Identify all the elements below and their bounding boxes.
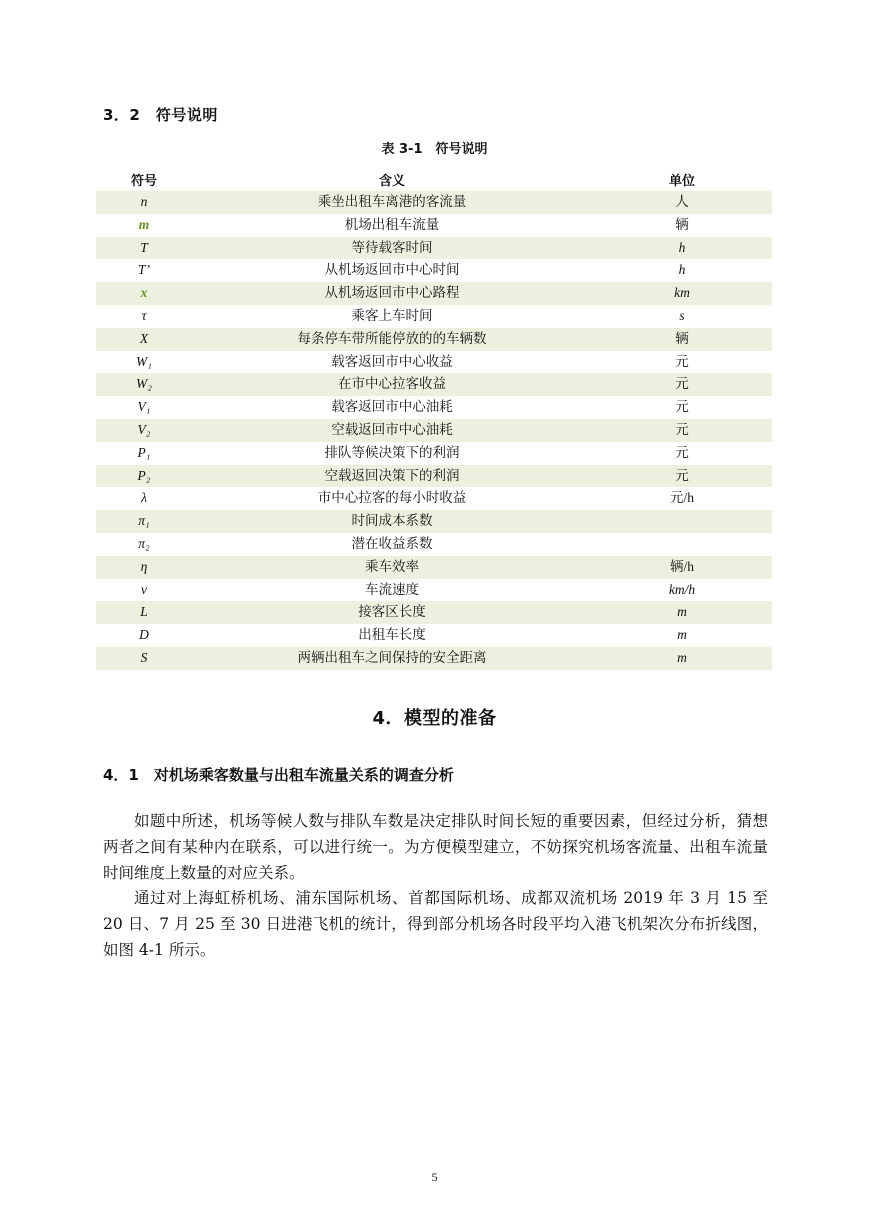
- symbol-cell: n: [96, 191, 192, 214]
- unit-cell: 辆: [592, 328, 772, 351]
- table-row: [96, 328, 772, 351]
- table-row: [96, 259, 772, 282]
- table-row: [96, 191, 772, 214]
- unit-cell: 元: [592, 373, 772, 396]
- symbol-cell: τ: [141, 307, 147, 323]
- unit-cell: 辆: [675, 216, 689, 232]
- symbol-cell: P₂: [96, 465, 192, 488]
- table-row: [96, 282, 772, 305]
- meaning-cell: 空载返回决策下的利润: [192, 465, 592, 488]
- unit-cell: m: [592, 647, 772, 670]
- meaning-cell: 市中心拉客的每小时收益: [317, 490, 467, 507]
- unit-cell: h: [678, 262, 686, 278]
- meaning-cell: 乘坐出租车离港的客流量: [192, 191, 592, 214]
- subsection-heading: 4．1 对机场乘客数量与出租车流量关系的调查分析: [103, 766, 454, 784]
- table-row: [96, 601, 772, 624]
- symbol-cell: x: [96, 282, 192, 305]
- symbol-cell: V₁: [137, 399, 151, 415]
- table-row: [96, 237, 772, 260]
- table-row: [96, 465, 772, 488]
- table-row: [96, 647, 772, 670]
- symbol-cell: v: [141, 581, 147, 597]
- table-row: [96, 419, 772, 442]
- meaning-cell: 时间成本系数: [192, 510, 592, 533]
- symbol-cell: π₁: [96, 510, 192, 533]
- meaning-cell: 潜在收益系数: [351, 535, 433, 552]
- header-symbol: 符号: [130, 174, 157, 189]
- symbol-table: [96, 168, 772, 670]
- symbol-cell: S: [96, 647, 192, 670]
- table-row: [96, 624, 772, 647]
- symbol-cell: T: [96, 237, 192, 260]
- unit-cell: 元/h: [669, 490, 694, 506]
- unit-cell: m: [592, 601, 772, 624]
- meaning-cell: 排队等候决策下的利润: [324, 444, 460, 461]
- symbol-cell: X: [96, 328, 192, 351]
- header-unit: 单位: [668, 174, 695, 189]
- body-paragraph: 通过对上海虹桥机场、浦东国际机场、首都国际机场、成都双流机场 2019 年 3 月 15 至 20 日、7 月 25 至 30 日进港飞机的统计，得到部分机场各时段平均入港飞机架次分布折线图，如图 4-1 所示。: [103, 889, 768, 959]
- table-row: [96, 533, 772, 556]
- table-row: [96, 556, 772, 579]
- unit-cell: 元: [675, 353, 689, 369]
- meaning-cell: 出租车长度: [358, 627, 426, 644]
- symbol-cell: T’: [137, 262, 150, 278]
- symbol-cell: W₁: [136, 353, 152, 369]
- unit-cell: 元: [592, 419, 772, 442]
- table-row: [96, 487, 772, 510]
- meaning-cell: 空载返回市中心油耗: [192, 419, 592, 442]
- unit-cell: 元: [675, 399, 689, 415]
- meaning-cell: 载客返回市中心油耗: [331, 399, 453, 416]
- symbol-cell: W₂: [96, 373, 192, 396]
- section-heading: 3．2 符号说明: [103, 106, 218, 124]
- unit-cell: 辆/h: [592, 556, 772, 579]
- unit-cell: [592, 533, 772, 556]
- table-row: [96, 214, 772, 237]
- unit-cell: 元: [675, 444, 689, 460]
- table-row: [96, 396, 772, 419]
- unit-cell: 人: [592, 191, 772, 214]
- header-meaning: 含义: [378, 174, 405, 189]
- symbol-cell: L: [96, 601, 192, 624]
- unit-cell: km: [592, 282, 772, 305]
- table-row: [96, 305, 772, 328]
- meaning-cell: 乘客上车时间: [351, 307, 433, 324]
- symbol-cell: D: [139, 627, 149, 643]
- meaning-cell: 机场出租车流量: [344, 216, 440, 233]
- table-row: [96, 373, 772, 396]
- symbol-cell: m: [138, 216, 150, 232]
- page-number: 5: [431, 1170, 438, 1184]
- unit-cell: 元: [592, 465, 772, 488]
- unit-cell: km/h: [668, 581, 696, 597]
- meaning-cell: 从机场返回市中心时间: [324, 262, 460, 279]
- unit-cell: h: [592, 237, 772, 260]
- meaning-cell: 乘车效率: [192, 556, 592, 579]
- table-row: [96, 510, 772, 533]
- symbol-cell: π₂: [138, 535, 150, 551]
- meaning-cell: 在市中心拉客收益: [192, 373, 592, 396]
- table-caption: 表 3-1 符号说明: [381, 142, 488, 157]
- symbol-cell: P₁: [137, 444, 151, 460]
- chapter-title: 4．模型的准备: [372, 708, 497, 729]
- meaning-cell: 两辆出租车之间保持的安全距离: [192, 647, 592, 670]
- body-paragraph: 如题中所述，机场等候人数与排队车数是决定排队时间长短的重要因素，但经过分析，猜想两者之间有某种内在联系，可以进行统一。为方便模型建立，不妨探究机场客流量、出租车流量时间维度上数量的对应关系。: [103, 812, 768, 882]
- unit-cell: [592, 510, 772, 533]
- symbol-cell: η: [96, 556, 192, 579]
- meaning-cell: 接客区长度: [192, 601, 592, 624]
- symbol-cell: V₂: [96, 419, 192, 442]
- unit-cell: s: [679, 307, 685, 323]
- meaning-cell: 车流速度: [365, 581, 419, 598]
- symbol-cell: λ: [141, 490, 147, 506]
- meaning-cell: 等待载客时间: [192, 237, 592, 260]
- table-row: [96, 442, 772, 465]
- table-row: [96, 579, 772, 602]
- meaning-cell: 每条停车带所能停放的的车辆数: [192, 328, 592, 351]
- unit-cell: m: [677, 627, 687, 643]
- table-header-row: [96, 168, 772, 191]
- meaning-cell: 载客返回市中心收益: [331, 353, 453, 370]
- table-row: [96, 351, 772, 374]
- meaning-cell: 从机场返回市中心路程: [192, 282, 592, 305]
